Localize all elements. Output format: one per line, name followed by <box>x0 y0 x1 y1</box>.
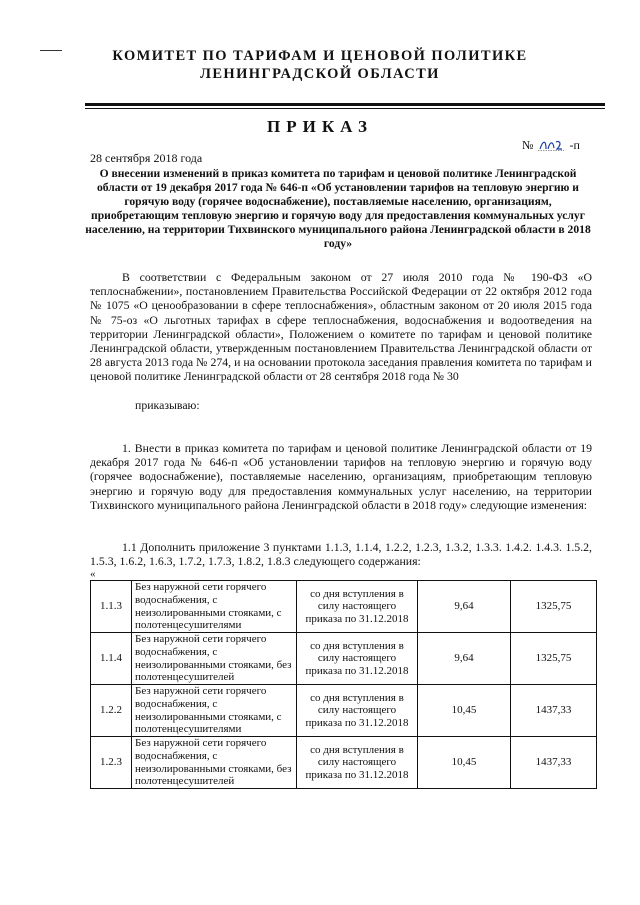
row-code: 1.2.3 <box>91 737 132 789</box>
document-date: 28 сентября 2018 года <box>90 151 203 165</box>
committee-name-line2: ЛЕНИНГРАДСКОЙ ОБЛАСТИ <box>200 66 440 82</box>
order-number-suffix: -п <box>569 138 580 152</box>
document-title: О внесении изменений в приказ комитета по тарифам и ценовой политике Ленинградской области от 19 декабря 2017 года № 646-п «Об установлении тарифов на тепловую энергию и горячую воду (горячее водоснабжение), поставляемые населению, организациям, приобретающим тепловую энергию и горячую воду для предоставления коммунальных услуг населению, на территории Тихвинского муниципального района Ленинградской области в 2018 году» <box>85 167 591 250</box>
table-row <box>91 737 597 789</box>
item-1-1-paragraph: 1.1 Дополнить приложение 3 пунктами 1.1.3, 1.1.4, 1.2.2, 1.2.3, 1.3.2, 1.3.3. 1.4.2. 1.4.3. 1.5.2, 1.5.3, 1.6.2, 1.6.3, 1.7.2, 1.7.3, 1.8.2, 1.8.3 следующего содержания: <box>90 540 592 569</box>
row-description: Без наружной сети горячего водоснабжения, с неизолированными стояками, без полотенцесушителей <box>132 737 297 789</box>
row-period: со дня вступления в силу настоящего приказа по 31.12.2018 <box>297 685 418 737</box>
order-number <box>522 138 580 153</box>
row-value-2: 1325,75 <box>511 633 597 685</box>
row-value-1: 10,45 <box>418 737 511 789</box>
table-row <box>91 581 597 633</box>
row-value-1: 9,64 <box>418 633 511 685</box>
row-code: 1.1.3 <box>91 581 132 633</box>
row-value-2: 1325,75 <box>511 581 597 633</box>
row-value-2: 1437,33 <box>511 685 597 737</box>
table-row <box>91 633 597 685</box>
table-row <box>91 685 597 737</box>
row-value-1: 9,64 <box>418 581 511 633</box>
order-number-prefix: № <box>522 138 534 152</box>
row-code: 1.1.4 <box>91 633 132 685</box>
document-type: ПРИКАЗ <box>267 117 373 136</box>
tariff-table <box>90 580 597 789</box>
committee-name-line1: КОМИТЕТ ПО ТАРИФАМ И ЦЕНОВОЙ ПОЛИТИКЕ <box>112 48 528 64</box>
row-description: Без наружной сети горячего водоснабжения, с неизолированными стояками, с полотенцесушителями <box>132 685 297 737</box>
row-description: Без наружной сети горячего водоснабжения, с неизолированными стояками, с полотенцесушителями <box>132 581 297 633</box>
row-period: со дня вступления в силу настоящего приказа по 31.12.2018 <box>297 737 418 789</box>
order-word: приказываю: <box>135 398 200 412</box>
opening-quote: « <box>90 568 96 580</box>
row-value-1: 10,45 <box>418 685 511 737</box>
item-1-paragraph: 1. Внести в приказ комитета по тарифам и ценовой политике Ленинградской области от 19 декабря 2017 года № 646-п «Об установлении тарифов на тепловую энергию и горячую воду (горячее водоснабжение), поставляемые населению, организациям, приобретающим тепловую энергию и горячую воду для предоставления коммунальных услуг населению, на территории Тихвинского муниципального района Ленинградской области в 2018 году» следующие изменения: <box>90 441 592 512</box>
row-period: со дня вступления в силу настоящего приказа по 31.12.2018 <box>297 633 418 685</box>
header-rule-thick <box>85 103 605 106</box>
row-code: 1.2.2 <box>91 685 132 737</box>
basis-paragraph: В соответствии с Федеральным законом от 27 июля 2010 года № 190-ФЗ «О теплоснабжении», постановлением Правительства Российской Федерации от 22 октября 2012 года № 1075 «О ценообразовании в сфере теплоснабжения», областным законом от 20 июля 2015 года № 75-оз «О льготных тарифах в сфере теплоснабжения, водоснабжения и водоотведения на территории Ленинградской области», Положением о комитете по тарифам и ценовой политике Ленинградской области, утвержденным постановлением Правительства Ленинградской области от 28 августа 2013 года № 274, и на основании протокола заседания правления комитета по тарифам и ценовой политике Ленинградской области от 28 сентября 2018 года № 30 <box>90 270 592 384</box>
row-value-2: 1437,33 <box>511 737 597 789</box>
header-rule-thin <box>85 108 605 109</box>
row-period: со дня вступления в силу настоящего приказа по 31.12.2018 <box>297 581 418 633</box>
row-description: Без наружной сети горячего водоснабжения, с неизолированными стояками, без полотенцесушителей <box>132 633 297 685</box>
handwritten-number-icon <box>538 138 564 151</box>
